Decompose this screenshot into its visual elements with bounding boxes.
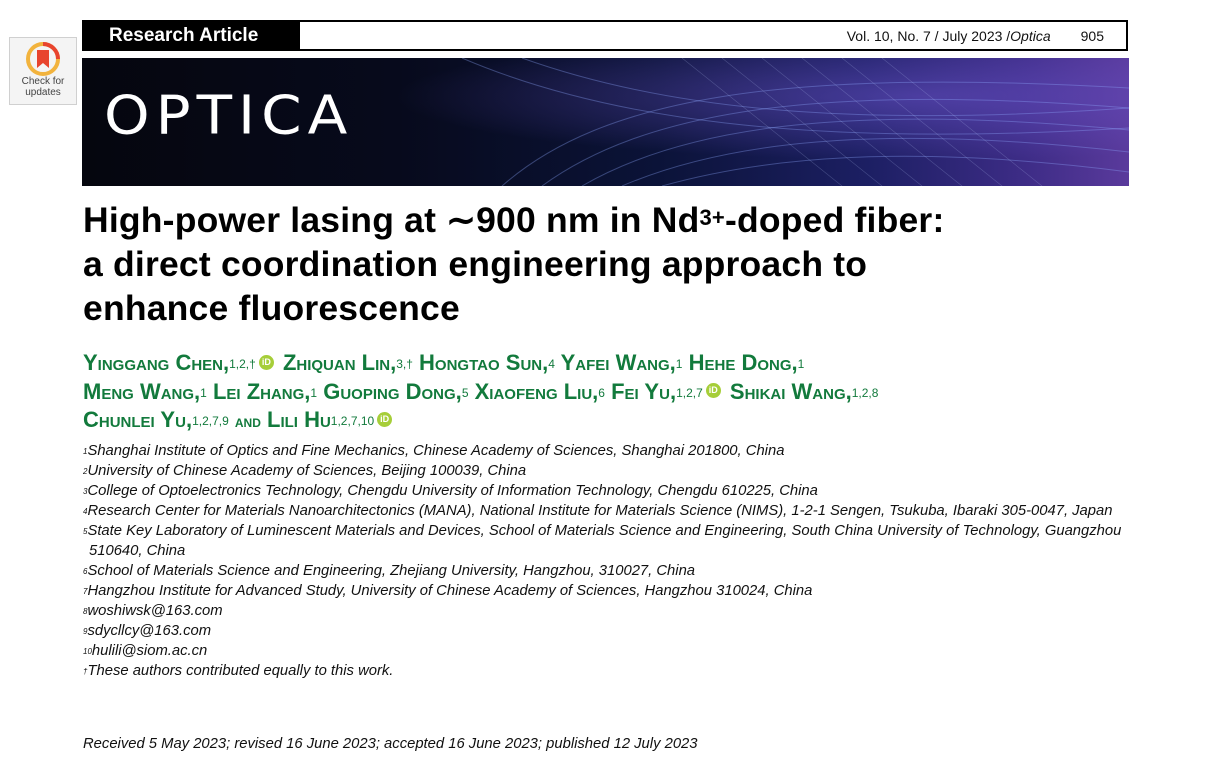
author-affiliation: 1,2,7,9: [192, 414, 229, 428]
affiliation-text: Research Center for Materials Nanoarchitectonics (MANA), National Institute for Materials Science (NIMS), 1-2-1 Sengen, Tsukuba, Ibaraki 305-0047, Japan: [87, 503, 1113, 519]
affiliation-number: 2: [83, 467, 88, 476]
and-conjunction: and: [234, 412, 261, 431]
email-link[interactable]: woshiwsk@163.com: [87, 603, 223, 619]
affiliation-text: University of Chinese Academy of Sciences, Beijing 100039, China: [87, 463, 527, 479]
author-affiliation: 1,2,7: [676, 385, 703, 400]
author-line-1: [83, 349, 1143, 378]
affiliation-text: These authors contributed equally to this work.: [87, 663, 394, 679]
author-name: Yinggang Chen,: [83, 350, 230, 375]
affiliation-number: 7: [83, 587, 88, 596]
author-name: Lei Zhang,: [212, 378, 311, 404]
author-name: Yafei Wang,: [560, 350, 676, 375]
journal-name: Optica: [1010, 27, 1051, 44]
check-for-updates-badge[interactable]: [9, 37, 77, 105]
author-affiliation: 4: [548, 357, 555, 371]
author-affiliation: 3,†: [396, 357, 413, 371]
title-line-1-text: High-power lasing at ∼900 nm in Nd: [83, 200, 700, 240]
email-link[interactable]: sdycllcy@163.com: [87, 623, 212, 639]
title-line-2: a direct coordination engineering approach to: [83, 244, 868, 284]
orcid-icon[interactable]: iD: [259, 355, 274, 370]
affiliation-text: School of Materials Science and Engineering, Zhejiang University, Hangzhou, 310027, China: [87, 563, 696, 579]
affiliation-item: [83, 461, 1133, 481]
affiliation-number: 9: [83, 627, 88, 636]
affiliation-text: Shanghai Institute of Optics and Fine Mechanics, Chinese Academy of Sciences, Shanghai 201800, China: [87, 443, 785, 459]
affiliation-number: 10: [83, 647, 92, 656]
affiliation-item: [83, 601, 1133, 621]
author-line-3: [83, 406, 1143, 437]
author-line-2: [83, 378, 1143, 407]
author-affiliation: 1: [797, 357, 805, 371]
affiliation-item: [83, 501, 1133, 521]
journal-header: [82, 20, 1128, 51]
page-number: 905: [1080, 27, 1104, 44]
affiliation-item: [83, 641, 1133, 661]
affiliation-item: [83, 481, 1133, 501]
author-affiliation: 6: [598, 385, 605, 400]
author-name: Lili Hu: [267, 407, 331, 432]
journal-banner: [82, 58, 1129, 186]
affiliation-text: College of Optoelectronics Technology, Chengdu University of Information Technology, Chengdu 610225, China: [87, 483, 818, 499]
affiliation-text: State Key Laboratory of Luminescent Materials and Devices, School of Materials Science and Engineering, South China University of Technology, Guangzhou 510640, China: [87, 523, 1122, 559]
author-affiliation: 1: [675, 357, 683, 371]
author-affiliation: 1: [200, 385, 207, 400]
email-link[interactable]: hulili@siom.ac.cn: [91, 643, 208, 659]
author-name: Zhiquan Lin,: [282, 350, 397, 375]
author-name: Guoping Dong,: [323, 378, 462, 404]
author-affiliation: 1,2,7,10: [330, 414, 375, 428]
affiliation-number: 4: [83, 507, 88, 516]
badge-line2: updates: [25, 87, 61, 98]
orcid-icon[interactable]: iD: [706, 383, 721, 398]
affiliation-item: [83, 621, 1133, 641]
author-list: [83, 349, 1143, 437]
author-name: Shikai Wang,: [729, 378, 852, 404]
author-name: Meng Wang,: [83, 378, 201, 404]
affiliation-number: 3: [83, 487, 88, 496]
affiliation-item: [83, 521, 1133, 561]
author-name: Hehe Dong,: [688, 350, 798, 375]
affiliation-number: 6: [83, 567, 88, 576]
affiliation-item: [83, 661, 1133, 681]
affiliation-item: [83, 441, 1133, 461]
affiliation-item: [83, 581, 1133, 601]
title-superscript: 3+: [699, 205, 725, 230]
title-line-1-end: -doped fiber:: [724, 200, 945, 240]
author-name: Hongtao Sun,: [419, 350, 549, 375]
author-affiliation: 5: [461, 385, 469, 400]
author-name: Xiaofeng Liu,: [474, 378, 599, 404]
publication-history: Received 5 May 2023; revised 16 June 2023; accepted 16 June 2023; published 12 July 2023: [83, 736, 698, 752]
orcid-icon[interactable]: iD: [377, 412, 392, 427]
citation-info: [300, 22, 1126, 49]
article-type-label: Research Article: [84, 22, 300, 49]
author-name: Fei Yu,: [611, 378, 677, 404]
title-line-1: [83, 198, 1143, 242]
journal-logo: OPTICA: [104, 84, 354, 147]
affiliation-number: 1: [83, 447, 88, 456]
author-affiliation: 1,2,†: [229, 357, 256, 371]
volume-issue: Vol. 10, No. 7 / July 2023 /: [846, 27, 1011, 44]
author-affiliation: 1: [310, 385, 318, 400]
title-line-3: enhance fluorescence: [83, 288, 460, 328]
article-title: [83, 198, 1143, 330]
bookmark-icon: [26, 42, 60, 76]
author-affiliation: 1,2,8: [851, 385, 879, 400]
affiliation-item: [83, 561, 1133, 581]
affiliation-number: 8: [83, 607, 88, 616]
affiliation-number: 5: [83, 527, 88, 536]
badge-line1: Check for: [21, 76, 65, 87]
affiliation-number: †: [83, 667, 88, 676]
affiliation-list: [83, 441, 1133, 681]
author-name: Chunlei Yu,: [83, 407, 193, 432]
affiliation-text: Hangzhou Institute for Advanced Study, University of Chinese Academy of Sciences, Hangzhou 310024, China: [87, 583, 813, 599]
